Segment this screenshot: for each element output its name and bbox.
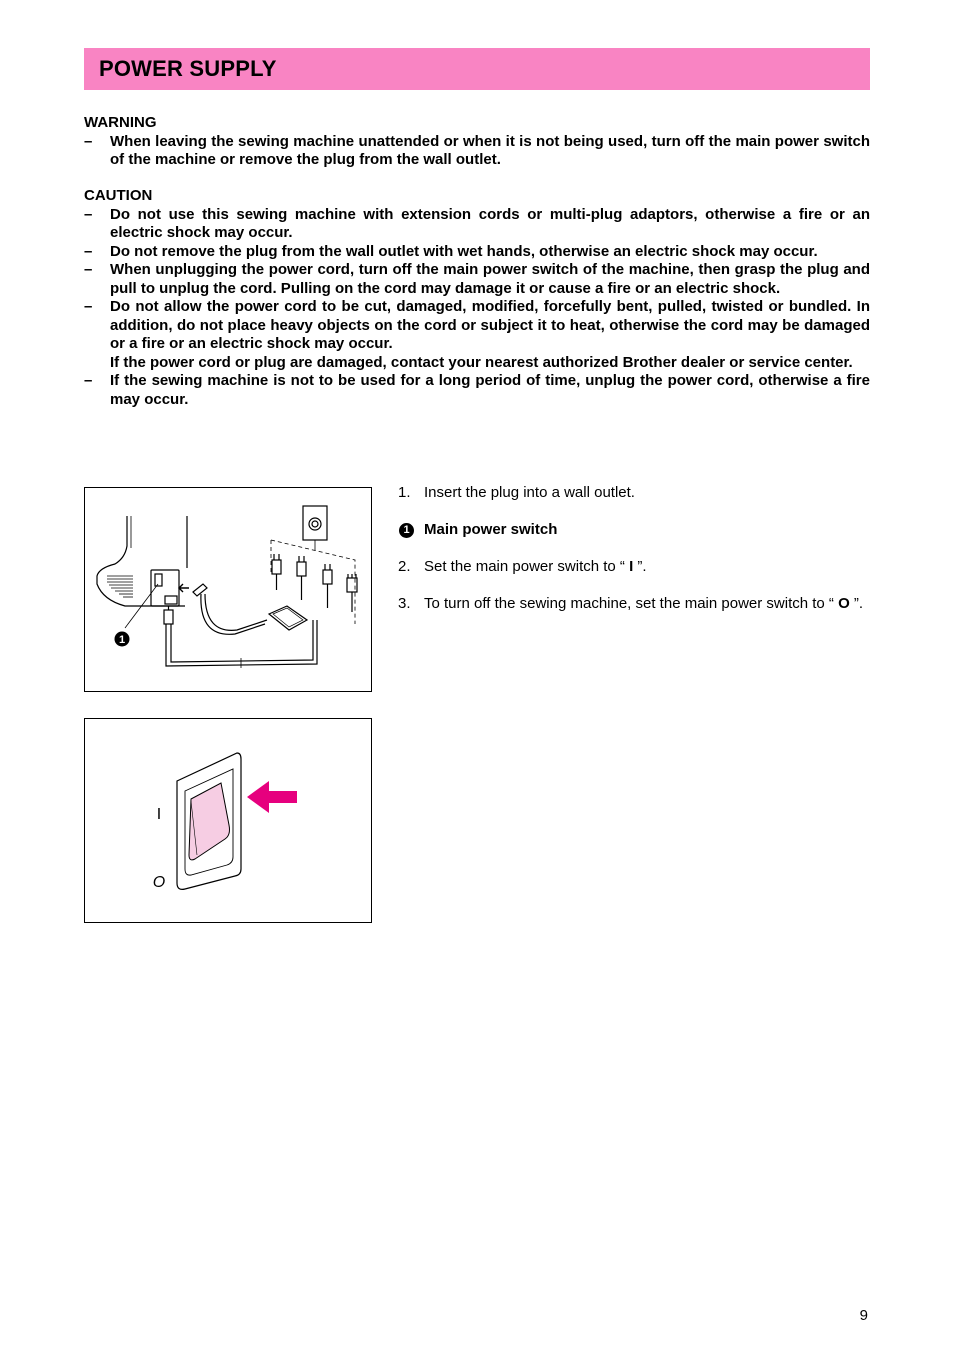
step-number: 1. bbox=[398, 484, 411, 501]
caution-item bbox=[84, 243, 870, 262]
machine-vents bbox=[107, 576, 133, 597]
warning-heading: WARNING bbox=[84, 114, 157, 131]
callout-main-power-switch bbox=[398, 521, 870, 540]
caution-list bbox=[84, 206, 870, 410]
caution-item bbox=[84, 372, 870, 409]
callout-label: Main power switch bbox=[424, 521, 558, 538]
step-text: Set the main power switch to “ bbox=[424, 558, 630, 575]
instructions bbox=[398, 484, 870, 632]
step-text: ”. bbox=[633, 558, 647, 575]
step-number: 2. bbox=[398, 558, 411, 575]
machine-outline bbox=[97, 516, 185, 606]
on-symbol: I bbox=[629, 558, 634, 575]
step-text: ”. bbox=[849, 595, 864, 612]
caution-block bbox=[84, 187, 870, 409]
caution-item bbox=[84, 298, 870, 372]
main-power-switch bbox=[155, 574, 162, 586]
rocker-switch bbox=[189, 783, 230, 860]
step-2 bbox=[398, 558, 870, 577]
switch-off-label: O bbox=[152, 874, 166, 891]
step-text: To turn off the sewing machine, set the main power switch to “ bbox=[424, 595, 839, 612]
list-dash: – bbox=[84, 372, 93, 389]
caution-item-text: Do not allow the power cord to be cut, damaged, modified, forcefully bent, pulled, twisted or bundled. In addition, do not place heavy objects on the cord or subject it to heat, otherwise the cord may be damaged or a fire or an electric shock may occur. bbox=[110, 298, 870, 352]
caution-item bbox=[84, 206, 870, 243]
warning-block bbox=[84, 114, 870, 170]
caution-item-text: Do not use this sewing machine with extension cords or multi-plug adaptors, otherwise a fire or an electric shock may occur. bbox=[110, 205, 870, 241]
power-cord-diagram bbox=[85, 488, 371, 691]
warning-item bbox=[84, 133, 870, 170]
caution-item-text: Do not remove the plug from the wall outlet with wet hands, otherwise an electric shock may occur. bbox=[110, 242, 818, 260]
page-number: 9 bbox=[859, 1307, 868, 1324]
caution-item-text: If the power cord or plug are damaged, contact your nearest authorized Brother dealer or service center. bbox=[110, 353, 853, 371]
caution-item bbox=[84, 261, 870, 298]
caution-item-text: If the sewing machine is not to be used for a long period of time, unplug the power cord, otherwise a fire may occur. bbox=[110, 372, 870, 408]
off-symbol: O bbox=[838, 595, 850, 612]
callout-number-icon: 1 bbox=[399, 523, 414, 538]
warning-list bbox=[84, 133, 870, 170]
power-switch-diagram bbox=[85, 719, 371, 922]
step-text: Insert the plug into a wall outlet. bbox=[424, 484, 635, 501]
caution-heading: CAUTION bbox=[84, 187, 153, 204]
power-cord-illustration bbox=[84, 487, 372, 692]
section-title-bar bbox=[84, 48, 870, 90]
list-dash: – bbox=[84, 205, 93, 223]
cord-plug bbox=[164, 610, 173, 624]
callout-number-text: 1 bbox=[118, 634, 126, 646]
page-title: POWER SUPPLY bbox=[99, 56, 277, 81]
list-dash: – bbox=[84, 242, 93, 260]
wall-outlet bbox=[303, 506, 327, 540]
warning-item-text: When leaving the sewing machine unattended or when it is not being used, turn off the main power switch of the machine or remove the plug from the wall outlet. bbox=[110, 132, 870, 168]
list-dash: – bbox=[84, 132, 93, 150]
switch-on-label: I bbox=[156, 806, 162, 823]
power-switch-illustration bbox=[84, 718, 372, 923]
list-dash: – bbox=[84, 261, 93, 278]
arrow-left-icon bbox=[247, 781, 297, 813]
step-3 bbox=[398, 595, 870, 614]
step-1 bbox=[398, 484, 870, 503]
caution-item-text: When unplugging the power cord, turn off the main power switch of the machine, then grasp the plug and pull to unplug the cord. Pulling on the cord may damage it or cause a fire or an electric shock. bbox=[110, 261, 870, 297]
plug-variants bbox=[272, 554, 357, 612]
step-number: 3. bbox=[398, 595, 411, 612]
list-dash: – bbox=[84, 298, 93, 315]
